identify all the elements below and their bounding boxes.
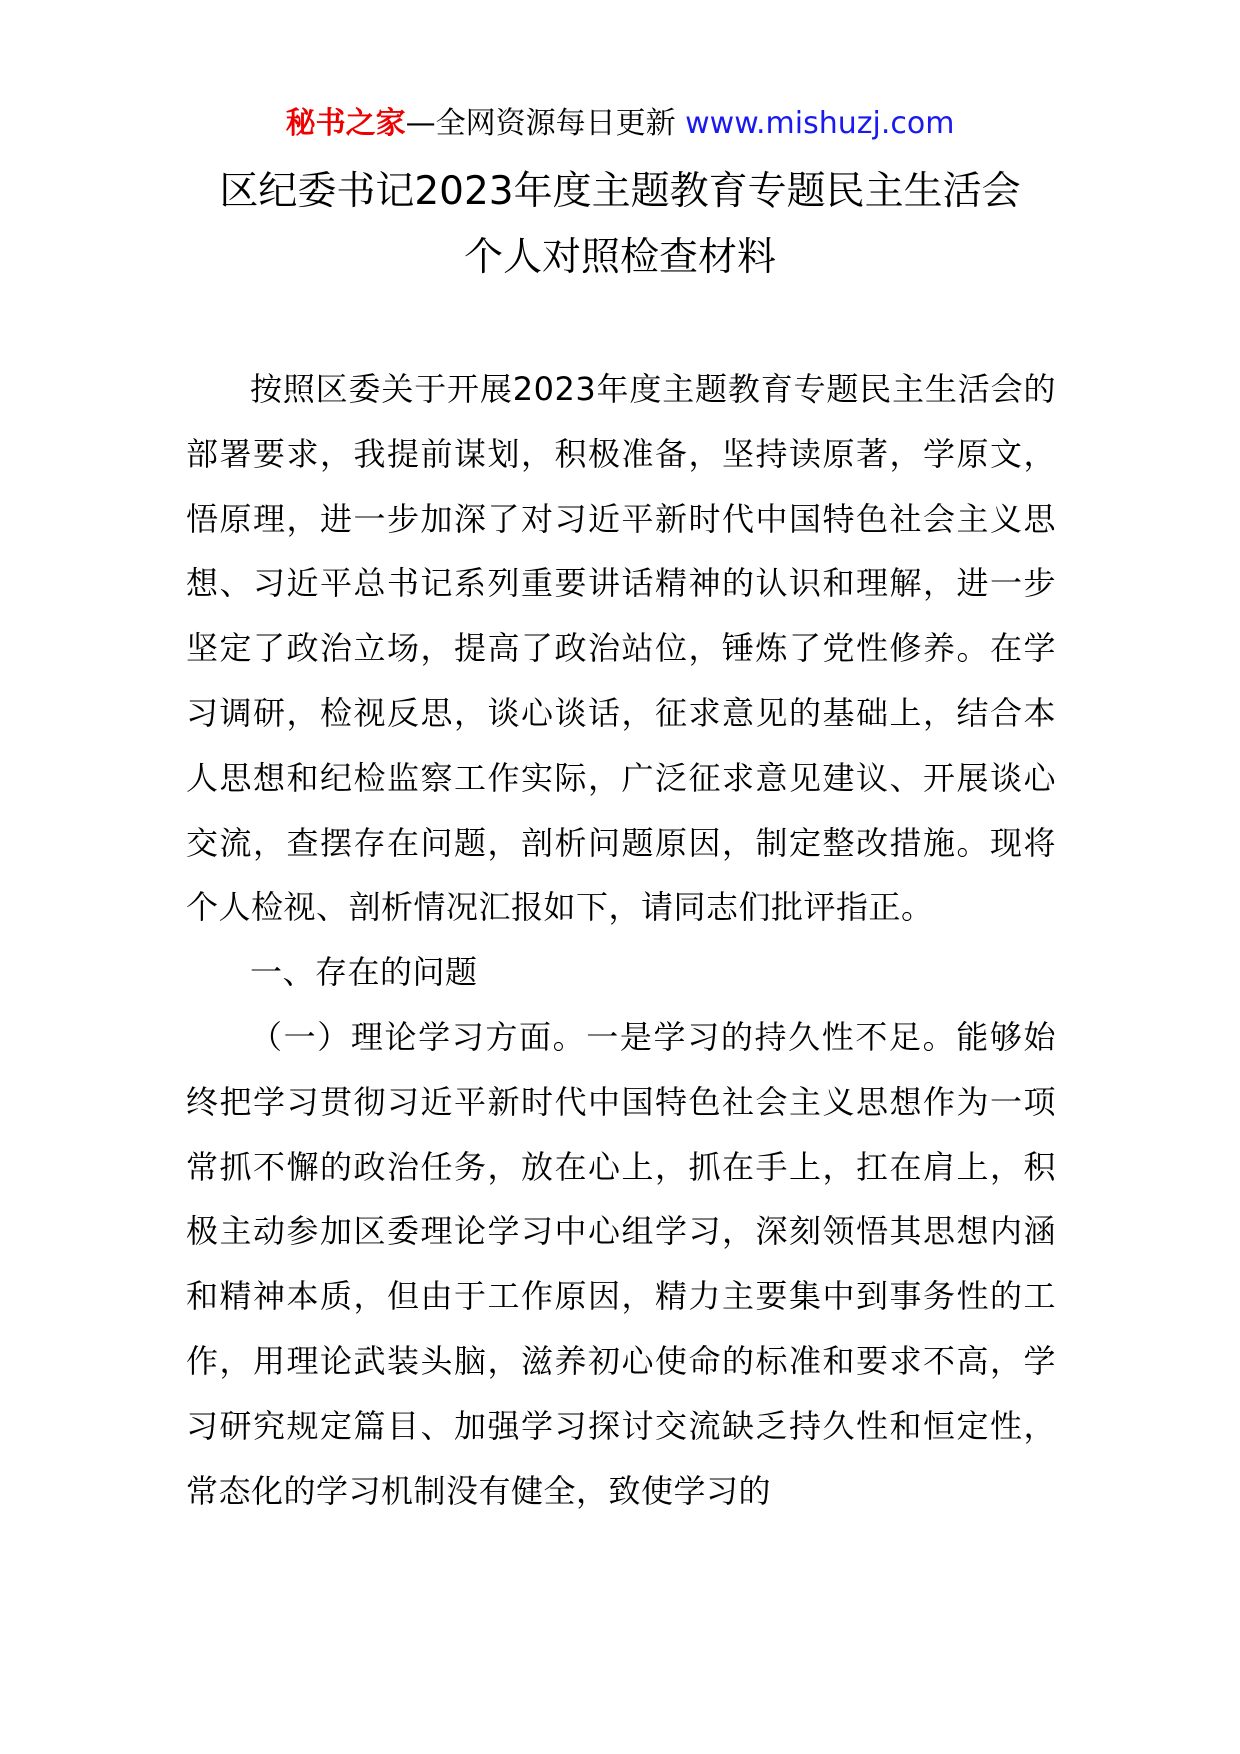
watermark-header: [0, 102, 1240, 146]
brand-name: 秘书之家: [285, 106, 406, 141]
document-title-line-1: 区纪委书记2023年度主题教育专题民主生活会: [219, 169, 1021, 214]
section-heading-problems: 一、存在的问题: [250, 953, 478, 992]
site-url-link[interactable]: www.mishuzj.com: [685, 106, 955, 141]
document-body: [186, 357, 1056, 1523]
document-title-line-2: 个人对照检查材料: [463, 235, 776, 280]
theory-study-paragraph: （一）理论学习方面。一是学习的持久性不足。能够始终把学习贯彻习近平新时代中国特色社会主义思想作为一项常抓不懈的政治任务，放在心上，抓在手上，扛在肩上，积极主动参加区委理论学习中心组学习，深刻领悟其思想内涵和精神本质，但由于工作原因，精力主要集中到事务性的工作，用理论武装头脑，滋养初心使命的标准和要求不高，学习研究规定篇目、加强学习探讨交流缺乏持久性和恒定性，常态化的学习机制没有健全，致使学习的: [186, 1017, 1056, 1510]
header-tagline: —全网资源每日更新: [405, 106, 676, 141]
intro-paragraph: 按照区委关于开展2023年度主题教育专题民主生活会的部署要求，我提前谋划，积极准备，坚持读原著，学原文，悟原理，进一步加深了对习近平新时代中国特色社会主义思想、习近平总书记系列重要讲话精神的认识和理解，进一步坚定了政治立场，提高了政治站位，锤炼了党性修养。在学习调研，检视反思，谈心谈话，征求意见的基础上，结合本人思想和纪检监察工作实际，广泛征求意见建议、开展谈心交流，查摆存在问题，剖析问题原因，制定整改措施。现将个人检视、剖析情况汇报如下，请同志们批评指正。: [186, 370, 1056, 927]
